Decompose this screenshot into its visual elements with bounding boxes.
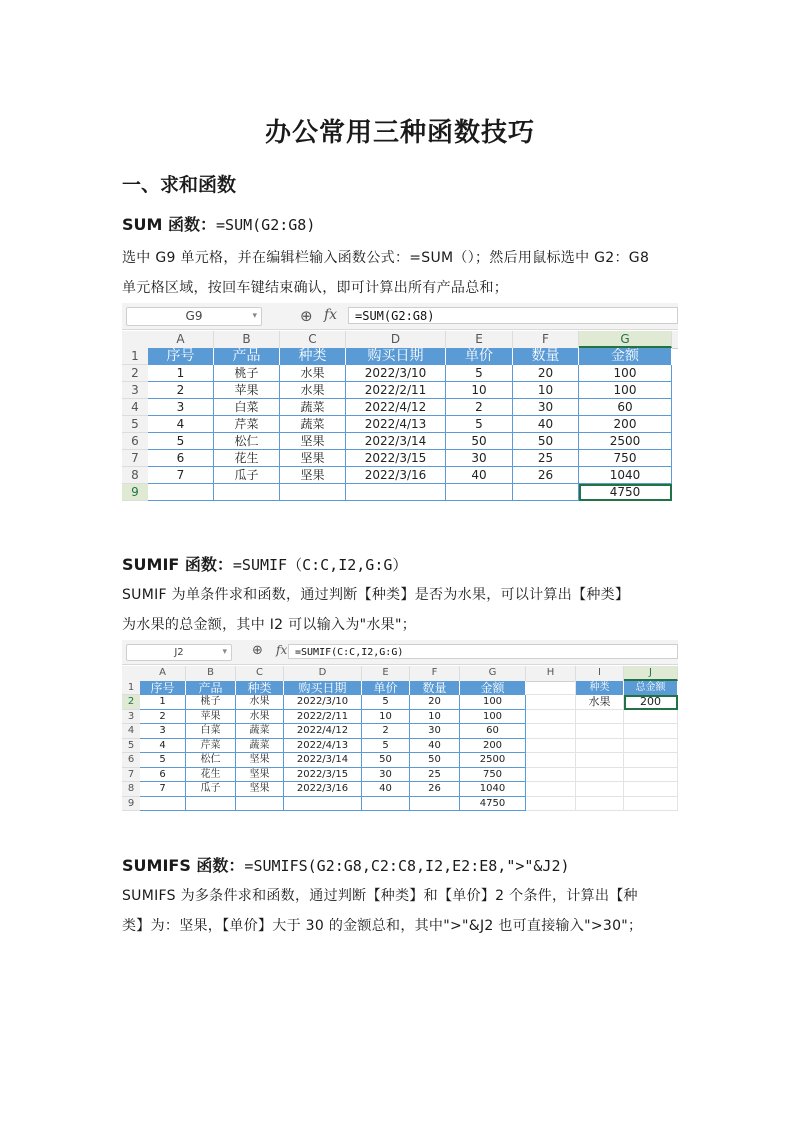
sum-heading bbox=[122, 212, 315, 235]
table-cell[interactable]: 100 bbox=[460, 710, 526, 725]
table-cell[interactable]: 1040 bbox=[460, 782, 526, 797]
column-header-J[interactable]: J bbox=[624, 666, 678, 681]
table-cell-empty[interactable] bbox=[140, 797, 186, 812]
table-cell[interactable]: 2 bbox=[148, 382, 214, 399]
empty-cell[interactable] bbox=[526, 681, 576, 696]
table-cell[interactable]: 桃子 bbox=[186, 695, 236, 710]
row-header-8[interactable]: 8 bbox=[122, 467, 148, 484]
side-header-cell[interactable]: 总金额 bbox=[624, 681, 678, 696]
table-cell-empty[interactable] bbox=[214, 484, 280, 501]
table-cell[interactable]: 30 bbox=[362, 768, 410, 783]
row-header-1[interactable]: 1 bbox=[122, 681, 140, 696]
header-cell[interactable]: 产品 bbox=[214, 348, 280, 365]
table-cell[interactable]: 60 bbox=[579, 399, 672, 416]
table-cell[interactable]: 100 bbox=[579, 365, 672, 382]
row-header-5[interactable]: 5 bbox=[122, 416, 148, 433]
cell-grid bbox=[122, 681, 678, 812]
total-cell[interactable]: 4750 bbox=[460, 797, 526, 812]
chevron-down-icon[interactable]: ▾ bbox=[252, 311, 257, 321]
table-cell-empty[interactable] bbox=[410, 797, 460, 812]
table-cell[interactable]: 花生 bbox=[186, 768, 236, 783]
table-cell[interactable]: 瓜子 bbox=[214, 467, 280, 484]
column-header-D[interactable]: D bbox=[284, 666, 362, 681]
column-header-G[interactable]: G bbox=[579, 331, 672, 348]
name-box-value: J2 bbox=[174, 647, 184, 658]
side-header-cell[interactable]: 种类 bbox=[576, 681, 624, 696]
table-cell[interactable]: 100 bbox=[579, 382, 672, 399]
table-cell[interactable]: 花生 bbox=[214, 450, 280, 467]
row-header-2[interactable]: 2 bbox=[122, 695, 140, 710]
empty-cell[interactable] bbox=[576, 710, 624, 725]
column-header-G[interactable]: G bbox=[460, 666, 526, 681]
table-cell[interactable]: 26 bbox=[513, 467, 579, 484]
sumif-description bbox=[122, 580, 684, 640]
table-cell[interactable]: 10 bbox=[513, 382, 579, 399]
table-cell[interactable]: 白菜 bbox=[186, 724, 236, 739]
row-header-4[interactable]: 4 bbox=[122, 399, 148, 416]
table-cell[interactable]: 苹果 bbox=[186, 710, 236, 725]
table-cell[interactable]: 蔬菜 bbox=[280, 416, 346, 433]
table-cell[interactable]: 1040 bbox=[579, 467, 672, 484]
formula-input[interactable]: =SUMIF(C:C,I2,G:G) bbox=[288, 644, 678, 659]
table-cell[interactable]: 坚果 bbox=[280, 433, 346, 450]
zoom-icon[interactable]: ⊕ bbox=[252, 643, 263, 658]
row-header-5[interactable]: 5 bbox=[122, 739, 140, 754]
table-cell[interactable]: 蔬菜 bbox=[236, 739, 284, 754]
header-cell[interactable]: 数量 bbox=[410, 681, 460, 696]
table-cell[interactable]: 40 bbox=[446, 467, 513, 484]
table-cell[interactable]: 瓜子 bbox=[186, 782, 236, 797]
row-header-7[interactable]: 7 bbox=[122, 768, 140, 783]
table-cell[interactable]: 2022/3/14 bbox=[346, 433, 446, 450]
table-cell[interactable]: 芹菜 bbox=[214, 416, 280, 433]
table-cell[interactable]: 50 bbox=[446, 433, 513, 450]
empty-cell[interactable] bbox=[526, 710, 576, 725]
empty-cell[interactable] bbox=[576, 753, 624, 768]
empty-cell[interactable] bbox=[526, 724, 576, 739]
chevron-down-icon[interactable]: ▾ bbox=[222, 647, 227, 657]
empty-cell[interactable] bbox=[576, 768, 624, 783]
column-header-B[interactable]: B bbox=[214, 331, 280, 348]
sum-heading-label: SUM 函数： bbox=[122, 215, 217, 234]
total-cell[interactable]: 4750 bbox=[579, 484, 672, 501]
table-cell[interactable]: 5 bbox=[362, 739, 410, 754]
empty-cell[interactable] bbox=[526, 797, 576, 812]
column-header-I[interactable]: I bbox=[576, 666, 624, 681]
row-header-6[interactable]: 6 bbox=[122, 433, 148, 450]
table-cell[interactable]: 2022/2/11 bbox=[284, 710, 362, 725]
formula-input[interactable]: =SUM(G2:G8) bbox=[348, 307, 678, 324]
table-cell[interactable]: 2 bbox=[446, 399, 513, 416]
table-cell-empty[interactable] bbox=[346, 484, 446, 501]
header-cell[interactable]: 单价 bbox=[362, 681, 410, 696]
table-cell[interactable]: 1 bbox=[148, 365, 214, 382]
header-cell[interactable]: 产品 bbox=[186, 681, 236, 696]
table-cell[interactable]: 坚果 bbox=[280, 450, 346, 467]
table-cell[interactable]: 25 bbox=[410, 768, 460, 783]
header-cell[interactable]: 购买日期 bbox=[284, 681, 362, 696]
sumifs-desc-line1: SUMIFS 为多条件求和函数，通过判断【种类】和【单价】2 个条件，计算出【种 bbox=[122, 888, 638, 904]
table-cell[interactable]: 1 bbox=[140, 695, 186, 710]
table-cell[interactable]: 2022/3/15 bbox=[284, 768, 362, 783]
table-cell[interactable]: 水果 bbox=[236, 710, 284, 725]
table-cell-empty[interactable] bbox=[362, 797, 410, 812]
table-cell[interactable]: 坚果 bbox=[236, 782, 284, 797]
header-cell[interactable]: 种类 bbox=[236, 681, 284, 696]
table-cell[interactable]: 蔬菜 bbox=[236, 724, 284, 739]
table-cell-empty[interactable] bbox=[280, 484, 346, 501]
table-cell[interactable]: 2022/3/10 bbox=[284, 695, 362, 710]
table-cell[interactable]: 2022/3/14 bbox=[284, 753, 362, 768]
table-cell[interactable]: 白菜 bbox=[214, 399, 280, 416]
table-cell[interactable]: 2022/3/10 bbox=[346, 365, 446, 382]
sumifs-desc-line2: 类】为：坚果，【单价】大于 30 的金额总和，其中">"&J2 也可直接输入">30"； bbox=[122, 918, 643, 934]
empty-cell[interactable] bbox=[526, 695, 576, 710]
function-icon[interactable]: fx bbox=[324, 307, 338, 323]
cell-grid bbox=[122, 348, 678, 501]
table-cell[interactable]: 750 bbox=[579, 450, 672, 467]
table-cell[interactable]: 4 bbox=[148, 416, 214, 433]
table-cell[interactable]: 2500 bbox=[460, 753, 526, 768]
empty-cell[interactable] bbox=[624, 782, 678, 797]
sumifs-heading bbox=[122, 853, 570, 876]
table-cell-empty[interactable] bbox=[446, 484, 513, 501]
table-cell[interactable]: 桃子 bbox=[214, 365, 280, 382]
column-header-E[interactable]: E bbox=[362, 666, 410, 681]
row-header-9[interactable]: 9 bbox=[122, 797, 140, 812]
column-header-bar bbox=[122, 331, 678, 349]
table-cell[interactable]: 水果 bbox=[280, 382, 346, 399]
table-cell[interactable]: 50 bbox=[362, 753, 410, 768]
row-header-2[interactable]: 2 bbox=[122, 365, 148, 382]
sumif-desc-line1: SUMIF 为单条件求和函数，通过判断【种类】是否为水果，可以计算出【种类】 bbox=[122, 587, 630, 603]
spreadsheet-screenshot-sum bbox=[122, 303, 678, 507]
table-cell[interactable]: 3 bbox=[148, 399, 214, 416]
table-cell[interactable]: 松仁 bbox=[186, 753, 236, 768]
column-header-C[interactable]: C bbox=[280, 331, 346, 348]
table-cell[interactable]: 40 bbox=[362, 782, 410, 797]
row-header-8[interactable]: 8 bbox=[122, 782, 140, 797]
formula-bar bbox=[122, 303, 678, 330]
column-header-A[interactable]: A bbox=[140, 666, 186, 681]
table-cell[interactable]: 水果 bbox=[280, 365, 346, 382]
sumifs-description bbox=[122, 881, 684, 941]
sumif-formula: =SUMIF（C:C,I2,G:G） bbox=[232, 556, 408, 574]
table-cell[interactable]: 6 bbox=[148, 450, 214, 467]
table-cell[interactable]: 松仁 bbox=[214, 433, 280, 450]
header-cell[interactable]: 数量 bbox=[513, 348, 579, 365]
formula-bar bbox=[122, 640, 678, 665]
row-header-1[interactable]: 1 bbox=[122, 348, 148, 365]
sum-description bbox=[122, 243, 684, 303]
sumif-heading bbox=[122, 552, 407, 575]
sum-desc-line2: 单元格区域，按回车键结束确认，即可计算出所有产品总和； bbox=[122, 280, 509, 296]
empty-cell[interactable] bbox=[624, 724, 678, 739]
header-cell[interactable]: 金额 bbox=[579, 348, 672, 365]
table-cell[interactable]: 7 bbox=[140, 782, 186, 797]
table-cell-empty[interactable] bbox=[236, 797, 284, 812]
table-cell[interactable]: 10 bbox=[362, 710, 410, 725]
table-cell[interactable]: 60 bbox=[460, 724, 526, 739]
empty-cell[interactable] bbox=[526, 782, 576, 797]
header-cell[interactable]: 购买日期 bbox=[346, 348, 446, 365]
table-cell[interactable]: 2500 bbox=[579, 433, 672, 450]
column-header-bar bbox=[122, 666, 678, 682]
table-cell[interactable]: 5 bbox=[140, 753, 186, 768]
column-header-C[interactable]: C bbox=[236, 666, 284, 681]
table-cell[interactable]: 水果 bbox=[236, 695, 284, 710]
spreadsheet-screenshot-sumif bbox=[122, 640, 678, 812]
function-icon[interactable]: fx bbox=[276, 643, 288, 657]
table-cell[interactable]: 5 bbox=[362, 695, 410, 710]
table-cell[interactable]: 5 bbox=[446, 416, 513, 433]
table-cell[interactable]: 5 bbox=[446, 365, 513, 382]
table-cell[interactable]: 蔬菜 bbox=[280, 399, 346, 416]
row-header-4[interactable]: 4 bbox=[122, 724, 140, 739]
empty-cell[interactable] bbox=[624, 797, 678, 812]
table-cell[interactable]: 2022/4/12 bbox=[346, 399, 446, 416]
header-cell[interactable]: 序号 bbox=[148, 348, 214, 365]
table-cell-empty[interactable] bbox=[186, 797, 236, 812]
sumifs-heading-label: SUMIFS 函数： bbox=[122, 856, 245, 875]
empty-cell[interactable] bbox=[624, 753, 678, 768]
table-cell[interactable]: 2 bbox=[362, 724, 410, 739]
table-cell[interactable]: 7 bbox=[148, 467, 214, 484]
sum-desc-line1: 选中 G9 单元格，并在编辑栏输入函数公式：=SUM（）；然后用鼠标选中 G2：G8 bbox=[122, 250, 650, 266]
table-cell-empty[interactable] bbox=[513, 484, 579, 501]
table-cell[interactable]: 40 bbox=[410, 739, 460, 754]
row-header-7[interactable]: 7 bbox=[122, 450, 148, 467]
empty-cell[interactable] bbox=[576, 739, 624, 754]
page-title: 办公常用三种函数技巧 bbox=[264, 118, 535, 148]
sumif-desc-line2: 为水果的总金额，其中 I2 可以输入为"水果"； bbox=[122, 617, 417, 633]
column-header-F[interactable]: F bbox=[410, 666, 460, 681]
name-box[interactable] bbox=[126, 644, 232, 661]
table-cell[interactable]: 30 bbox=[410, 724, 460, 739]
sum-formula: =SUM(G2:G8) bbox=[216, 216, 316, 234]
empty-cell[interactable] bbox=[624, 710, 678, 725]
table-cell[interactable]: 750 bbox=[460, 768, 526, 783]
table-cell-empty[interactable] bbox=[148, 484, 214, 501]
sumif-heading-label: SUMIF 函数： bbox=[122, 555, 233, 574]
empty-cell[interactable] bbox=[526, 768, 576, 783]
column-header-A[interactable]: A bbox=[148, 331, 214, 348]
table-cell[interactable]: 2022/4/13 bbox=[284, 739, 362, 754]
table-cell[interactable]: 10 bbox=[410, 710, 460, 725]
table-cell[interactable]: 2022/4/13 bbox=[346, 416, 446, 433]
table-cell[interactable]: 2022/3/16 bbox=[346, 467, 446, 484]
row-header-9[interactable]: 9 bbox=[122, 484, 148, 501]
header-cell[interactable]: 单价 bbox=[446, 348, 513, 365]
table-cell[interactable]: 6 bbox=[140, 768, 186, 783]
table-cell[interactable]: 2022/4/12 bbox=[284, 724, 362, 739]
empty-cell[interactable] bbox=[576, 782, 624, 797]
section-heading: 一、求和函数 bbox=[122, 174, 237, 196]
table-cell[interactable]: 2022/2/11 bbox=[346, 382, 446, 399]
table-cell[interactable]: 20 bbox=[410, 695, 460, 710]
side-value-cell[interactable]: 水果 bbox=[576, 695, 624, 710]
table-cell[interactable]: 苹果 bbox=[214, 382, 280, 399]
empty-cell[interactable] bbox=[624, 768, 678, 783]
table-cell[interactable]: 40 bbox=[513, 416, 579, 433]
table-cell[interactable]: 坚果 bbox=[236, 753, 284, 768]
table-cell[interactable]: 25 bbox=[513, 450, 579, 467]
table-cell-empty[interactable] bbox=[284, 797, 362, 812]
table-cell[interactable]: 26 bbox=[410, 782, 460, 797]
table-cell[interactable]: 30 bbox=[446, 450, 513, 467]
table-cell[interactable]: 200 bbox=[579, 416, 672, 433]
header-cell[interactable]: 序号 bbox=[140, 681, 186, 696]
column-header-E[interactable]: E bbox=[446, 331, 513, 348]
row-header-3[interactable]: 3 bbox=[122, 710, 140, 725]
empty-cell[interactable] bbox=[526, 739, 576, 754]
table-cell[interactable]: 30 bbox=[513, 399, 579, 416]
empty-cell[interactable] bbox=[576, 797, 624, 812]
column-header-B[interactable]: B bbox=[186, 666, 236, 681]
empty-cell[interactable] bbox=[526, 753, 576, 768]
row-header-3[interactable]: 3 bbox=[122, 382, 148, 399]
header-cell[interactable]: 金额 bbox=[460, 681, 526, 696]
row-header-6[interactable]: 6 bbox=[122, 753, 140, 768]
sumifs-formula: =SUMIFS(G2:G8,C2:C8,I2,E2:E8,">"&J2) bbox=[244, 857, 570, 875]
table-cell[interactable]: 2 bbox=[140, 710, 186, 725]
table-cell[interactable]: 10 bbox=[446, 382, 513, 399]
column-header-H[interactable]: H bbox=[526, 666, 576, 681]
name-box[interactable] bbox=[126, 307, 262, 326]
table-cell[interactable]: 3 bbox=[140, 724, 186, 739]
name-box-value: G9 bbox=[185, 309, 203, 323]
zoom-icon[interactable]: ⊕ bbox=[300, 307, 313, 325]
table-cell[interactable]: 坚果 bbox=[236, 768, 284, 783]
table-cell[interactable]: 5 bbox=[148, 433, 214, 450]
table-cell[interactable]: 4 bbox=[140, 739, 186, 754]
table-cell[interactable]: 20 bbox=[513, 365, 579, 382]
column-header-D[interactable]: D bbox=[346, 331, 446, 348]
table-cell[interactable]: 2022/3/16 bbox=[284, 782, 362, 797]
header-cell[interactable]: 种类 bbox=[280, 348, 346, 365]
empty-cell[interactable] bbox=[624, 739, 678, 754]
side-value-cell[interactable]: 200 bbox=[624, 695, 678, 710]
table-cell[interactable]: 50 bbox=[410, 753, 460, 768]
table-cell[interactable]: 100 bbox=[460, 695, 526, 710]
table-cell[interactable]: 50 bbox=[513, 433, 579, 450]
table-cell[interactable]: 200 bbox=[460, 739, 526, 754]
table-cell[interactable]: 2022/3/15 bbox=[346, 450, 446, 467]
table-cell[interactable]: 芹菜 bbox=[186, 739, 236, 754]
empty-cell[interactable] bbox=[576, 724, 624, 739]
table-cell[interactable]: 坚果 bbox=[280, 467, 346, 484]
column-header-F[interactable]: F bbox=[513, 331, 579, 348]
